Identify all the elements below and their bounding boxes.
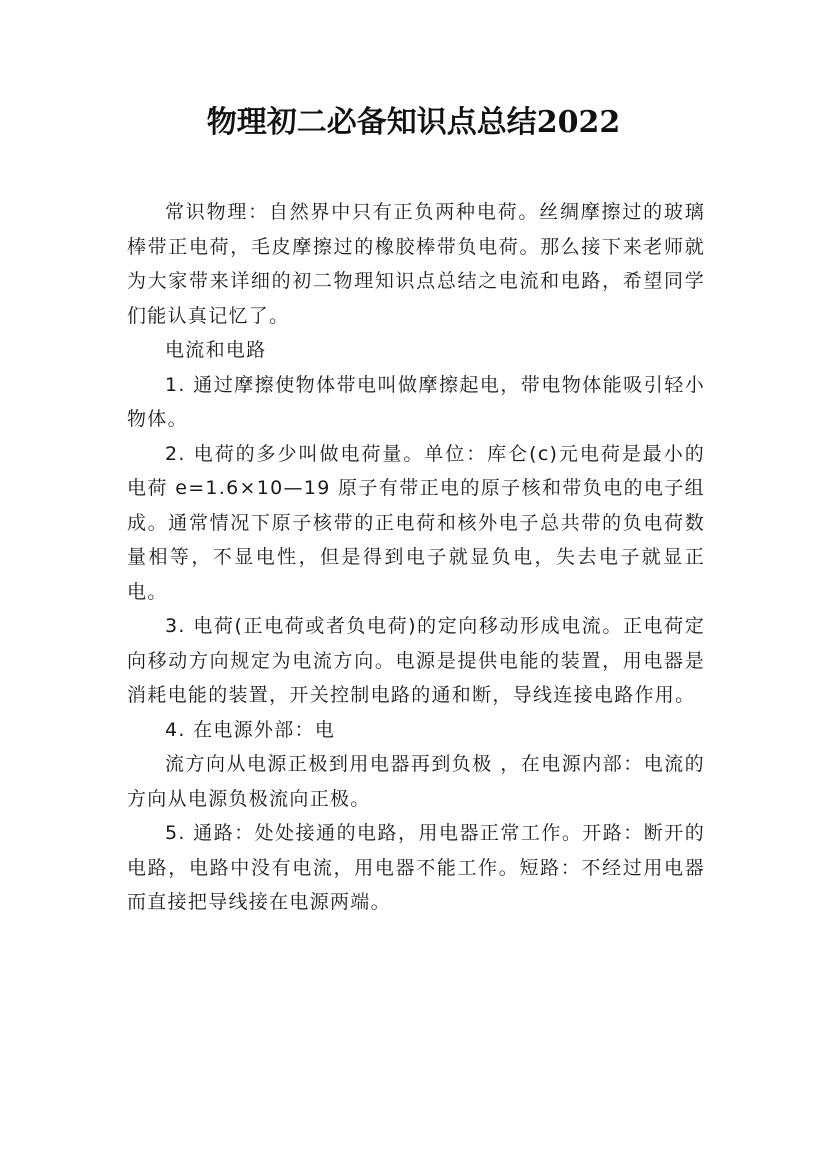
document-body [127, 195, 705, 920]
paragraph-intro: 常识物理：自然界中只有正负两种电荷。丝绸摩擦过的玻璃棒带正电荷，毛皮摩擦过的橡胶棒带负电荷。那么接下来老师就为大家带来详细的初二物理知识点总结之电流和电路，希望同学们能认真记忆了。 [127, 201, 705, 327]
section-heading: 电流和电路 [165, 339, 267, 361]
list-item-4-continued: 流方向从电源正极到用电器再到负极 ，在电源内部：电流的方向从电源负极流向正极。 [127, 753, 705, 810]
list-item-1: 1. 通过摩擦使物体带电叫做摩擦起电，带电物体能吸引轻小物体。 [127, 373, 705, 430]
list-item-4: 4. 在电源外部：电 [165, 718, 336, 741]
list-item-3: 3. 电荷(正电荷或者负电荷)的定向移动形成电流。正电荷定向移动方向规定为电流方向。电源是提供电能的装置，用电器是消耗电能的装置，开关控制电路的通和断，导线连接电路作用。 [127, 615, 705, 706]
document-title: 物理初二必备知识点总结2022 [206, 105, 621, 140]
list-item-2: 2. 电荷的多少叫做电荷量。单位：库仑(c)元电荷是最小的电荷 e=1.6×10—19 原子有带正电的原子核和带负电的电子组成。通常情况下原子核带的正电荷和核外电子总共带的负电荷数量相等，不显电性，但是得到电子就显负电，失去电子就显正电。 [127, 442, 705, 603]
list-item-5: 5. 通路：处处接通的电路，用电器正常工作。开路：断开的电路，电路中没有电流，用电器不能工作。短路：不经过用电器而直接把导线接在电源两端。 [127, 822, 705, 913]
